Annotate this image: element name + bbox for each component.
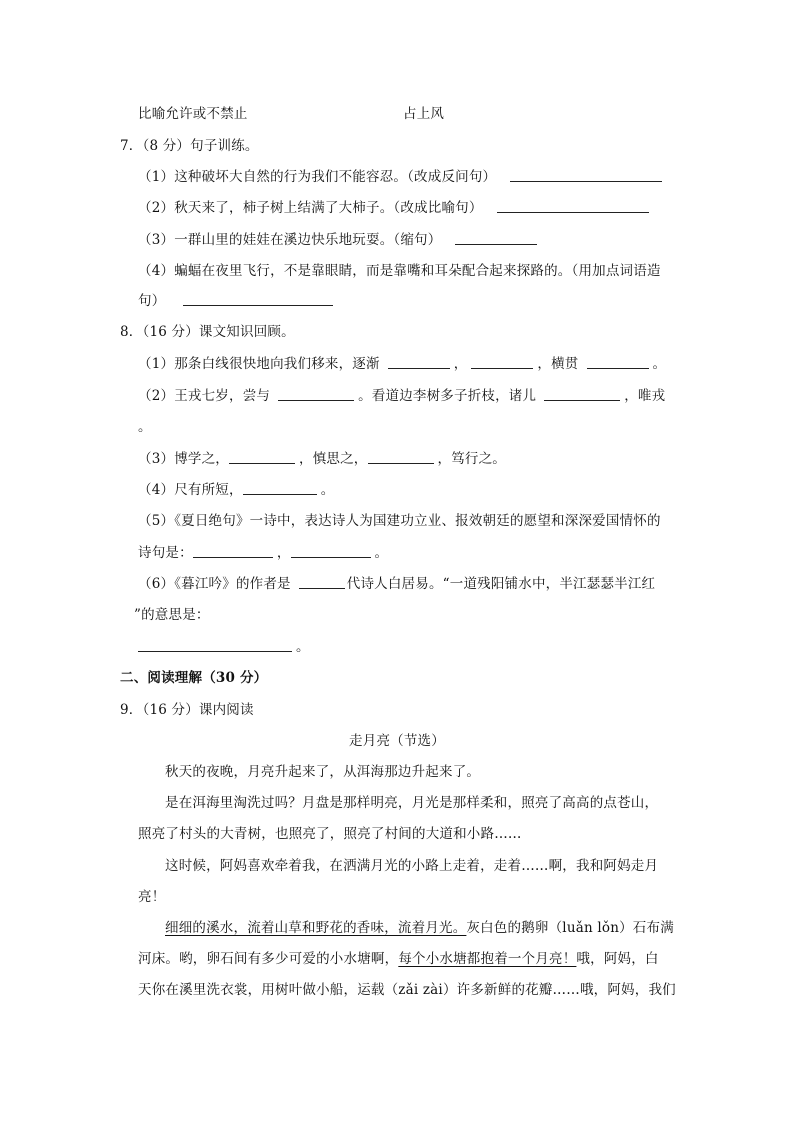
- q8-s3-text-3: ，笃行之。: [437, 451, 506, 467]
- q8-s2-blank-1[interactable]: [278, 386, 354, 401]
- q8-heading: 8．（16 分）课文知识回顾。: [120, 324, 295, 340]
- q8-item-6-cont: ”的意思是：: [134, 607, 210, 623]
- passage-p4-text: 灰白色的鹅卵（luǎn lǒn）石布满: [466, 920, 674, 936]
- q7-heading: 7．（8 分）句子训练。: [120, 138, 259, 154]
- q8-s1-end: 。: [652, 356, 667, 372]
- q7-sentence-4: （4）蝙蝠在夜里飞行，不是靠眼睛，而是靠嘴和耳朵配合起来探路的。（用加点词语造: [138, 263, 661, 279]
- passage-paragraph-2: 是在洱海里淘洗过吗？月盘是那样明亮，月光是那样柔和，照亮了高高的点苍山，: [165, 795, 659, 811]
- q7-sentence-2: [138, 198, 653, 218]
- q9-heading: 9．（16 分）课内阅读: [120, 702, 254, 718]
- q8-item-5-cont: [138, 543, 388, 563]
- q7-sentence-1: [138, 167, 666, 187]
- passage-paragraph-1: 秋天的夜晚，月亮升起来了，从洱海那边升起来了。: [165, 764, 481, 780]
- passage-paragraph-3-cont: 亮！: [138, 889, 166, 905]
- q8-s2-blank-2[interactable]: [544, 386, 620, 401]
- q7-sentence-3: [138, 230, 541, 250]
- passage-title: 走月亮（节选）: [349, 733, 445, 749]
- q8-item-6: [138, 574, 655, 594]
- q8-s4-blank[interactable]: [243, 480, 317, 495]
- passage-paragraph-3: 这时候，阿妈喜欢牵着我，在洒满月光的小路上走着，走着……啊，我和阿妈走月: [165, 858, 659, 874]
- idiom-word-text: 占上风: [403, 106, 445, 122]
- q8-s2-text-2: 。看道边李树多子折枝，诸儿: [358, 388, 537, 404]
- q8-item-2: [138, 386, 665, 406]
- passage-p4-text-2: 河床。哟，卵石间有多少可爱的小水塘啊，: [138, 951, 399, 967]
- q8-s4-end: 。: [320, 482, 335, 498]
- q8-s1-blank-3[interactable]: [587, 354, 649, 369]
- q8-s1-blank-1[interactable]: [388, 354, 450, 369]
- q8-s5-comma: ，: [276, 545, 291, 561]
- q8-s3-blank-2[interactable]: [368, 449, 434, 464]
- q7-sentence-4-cont: [138, 291, 337, 311]
- q8-s6-text-2: 代诗人白居易。“一道残阳铺水中，半江瑟瑟半江红: [346, 576, 656, 592]
- q8-item-3: [138, 449, 506, 469]
- q8-s6-text: （6）《暮江吟》的作者是: [138, 576, 291, 592]
- q7-s3-answer-blank[interactable]: [455, 230, 537, 245]
- q8-s2-text-3: ，唯戎: [624, 388, 666, 404]
- q8-s2-text: （2）王戎七岁，尝与: [138, 388, 271, 404]
- idiom-meaning-text: 比喻允许或不禁止: [138, 106, 248, 122]
- underlined-sentence-2: 每个小水塘都抱着一个月亮！: [398, 951, 577, 967]
- q8-s1-comma: ，: [453, 356, 468, 372]
- q8-item-6-answer: [138, 637, 310, 657]
- q7-s4-answer-blank[interactable]: [183, 291, 333, 306]
- q8-item-4: [138, 480, 334, 500]
- q8-s6-blank-2[interactable]: [138, 637, 292, 652]
- q8-s6-end: 。: [296, 639, 310, 655]
- q8-item-1: [138, 354, 666, 374]
- q7-s2-text: （2）秋天来了，柿子树上结满了大柿子。（改成比喻句）: [138, 200, 483, 216]
- q8-s1-text: （1）那条白线很快地向我们移来，逐渐: [138, 356, 380, 372]
- underlined-sentence-1: 细细的溪水，流着山草和野花的香味，流着月光。: [165, 920, 467, 936]
- q8-item-2-cont: 。: [138, 419, 152, 435]
- q8-s1-blank-2[interactable]: [471, 354, 533, 369]
- q8-s3-text-2: ，慎思之，: [299, 451, 368, 467]
- q7-s1-answer-blank[interactable]: [510, 167, 662, 182]
- q8-s3-text: （3）博学之，: [138, 451, 229, 467]
- section-2-heading: 二、阅读理解（30 分）: [120, 670, 268, 686]
- q7-s1-text: （1）这种破坏大自然的行为我们不能容忍。（改成反问句）: [138, 169, 497, 185]
- passage-p4-text-3: 哦，阿妈，白: [576, 951, 659, 967]
- passage-paragraph-2-cont: 照亮了村头的大青树，也照亮了，照亮了村间的大道和小路……: [138, 826, 522, 842]
- q8-s5-text: 诗句是：: [138, 545, 193, 561]
- q8-s3-blank-1[interactable]: [229, 449, 295, 464]
- q8-s5-blank-2[interactable]: [291, 543, 371, 558]
- q7-s2-answer-blank[interactable]: [497, 198, 649, 213]
- q7-s3-text: （3）一群山里的娃娃在溪边快乐地玩耍。（缩句）: [138, 232, 442, 248]
- passage-paragraph-4-line-2: [138, 949, 659, 969]
- q8-s6-blank-1[interactable]: [299, 574, 345, 589]
- passage-paragraph-4: [165, 918, 674, 938]
- q7-s4-text: 句）: [138, 293, 166, 309]
- q8-s1-text-2: ，横贯: [537, 356, 579, 372]
- q8-item-5: （5）《夏日绝句》一诗中，表达诗人为国建功立业、报效朝廷的愿望和深深爱国情怀的: [138, 513, 661, 529]
- passage-paragraph-4-line-3: 天你在溪里洗衣裳，用树叶做小船，运载（zǎi zài）许多新鲜的花瓣……哦，阿妈，我们: [138, 982, 676, 998]
- q8-s5-end: 。: [374, 545, 389, 561]
- q8-s4-text: （4）尺有所短，: [138, 482, 243, 498]
- q8-s5-blank-1[interactable]: [193, 543, 273, 558]
